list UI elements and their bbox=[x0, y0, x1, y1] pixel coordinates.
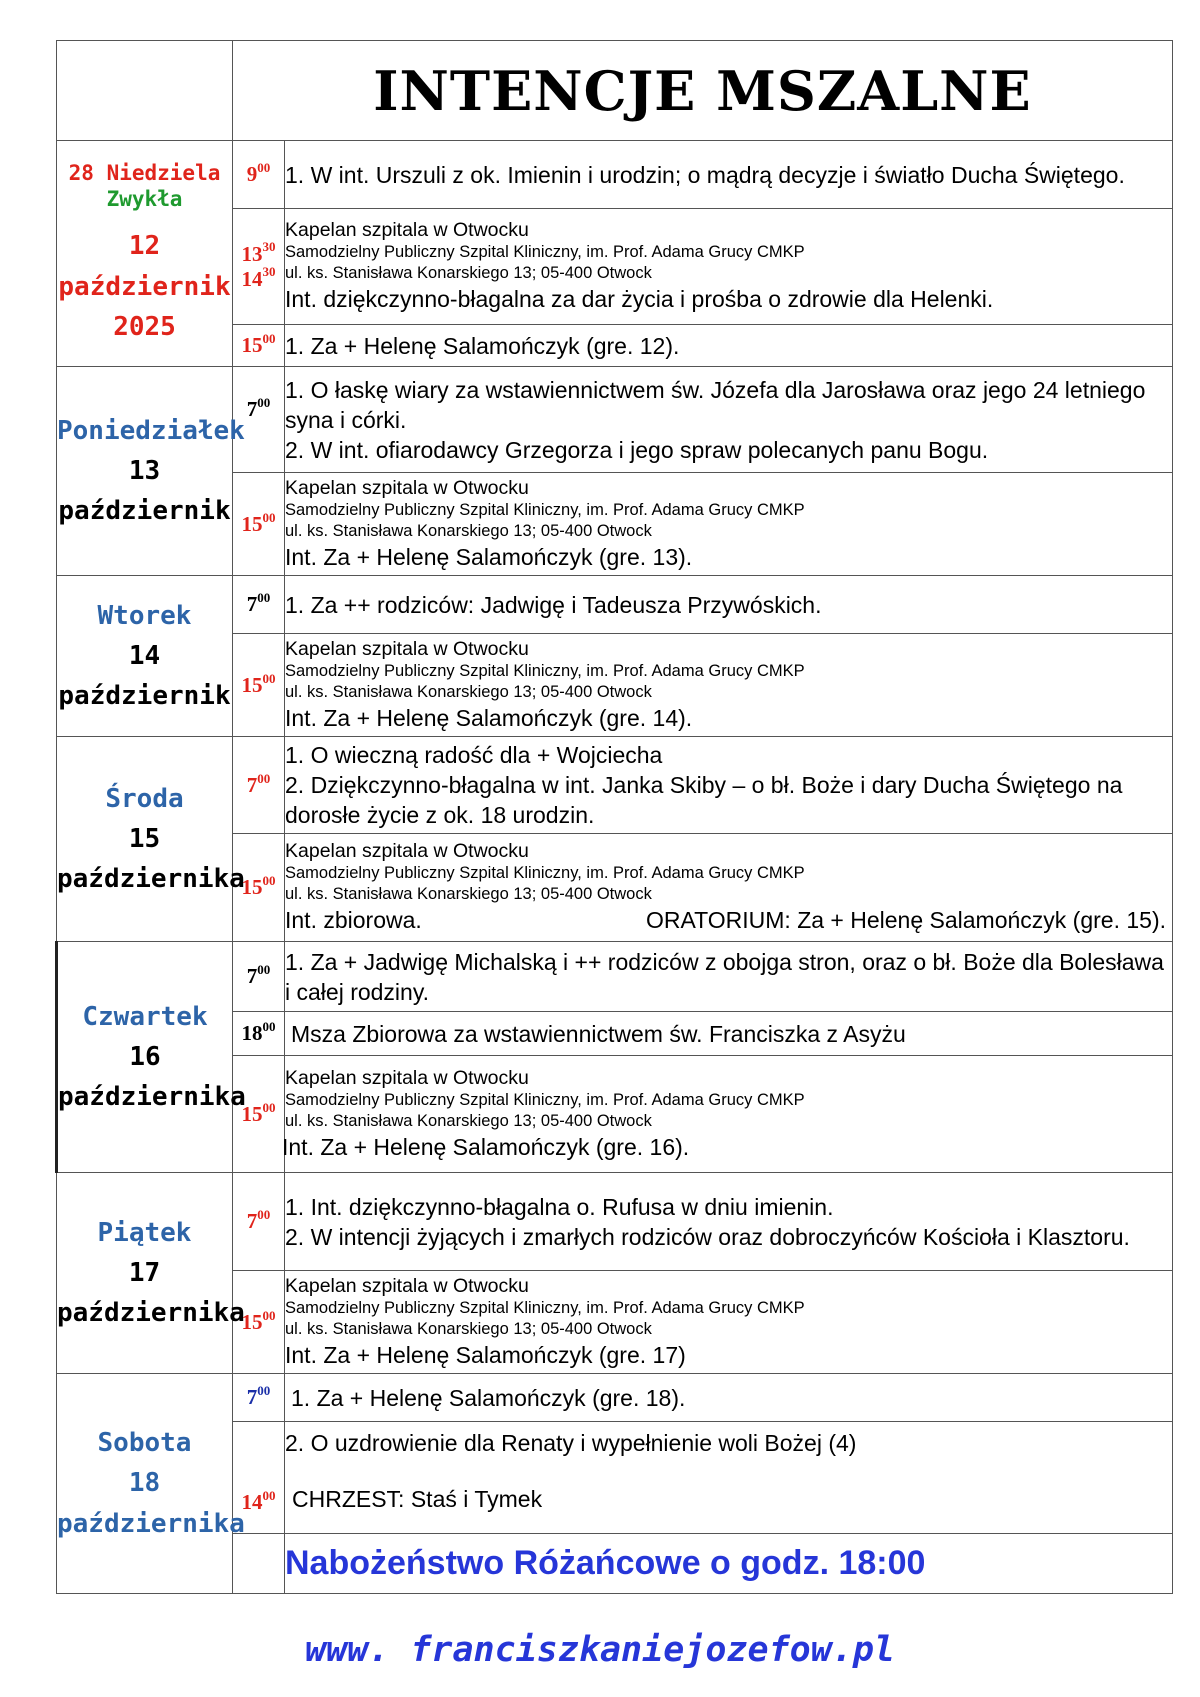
intention-text: Int. Za + Helenę Salamończyk (gre. 17) bbox=[285, 1341, 686, 1368]
chaplain-block bbox=[285, 209, 1173, 325]
day-name: Wtorek bbox=[97, 600, 192, 631]
mass-time: $14^{00}$ bbox=[233, 1422, 285, 1534]
day-name: Czwartek bbox=[82, 1001, 208, 1032]
day-year: 2025 bbox=[113, 311, 176, 342]
day-number: 13 bbox=[128, 455, 161, 486]
day-number: 15 bbox=[128, 823, 161, 854]
chaplain-block bbox=[282, 1056, 1173, 1173]
hospital-name: Samodzielny Publiczny Szpital Kliniczny, im. Prof. Adama Grucy CMKP bbox=[285, 500, 805, 519]
day-cell-wednesday bbox=[57, 737, 245, 942]
hospital-name: Samodzielny Publiczny Szpital Kliniczny, im. Prof. Adama Grucy CMKP bbox=[285, 243, 805, 261]
mass-time: $18^{00}$ bbox=[233, 1012, 285, 1056]
hospital-name: Samodzielny Publiczny Szpital Kliniczny, im. Prof. Adama Grucy CMKP bbox=[285, 661, 805, 680]
hospital-name: Samodzielny Publiczny Szpital Kliniczny, im. Prof. Adama Grucy CMKP bbox=[285, 864, 805, 882]
mass-time: $15^{00}$ bbox=[233, 473, 285, 576]
day-month: października bbox=[57, 1298, 245, 1329]
hospital-name: Samodzielny Publiczny Szpital Kliniczny, im. Prof. Adama Grucy CMKP bbox=[285, 1090, 805, 1109]
intention-text: Int. Za + Helenę Salamończyk (gre. 13). bbox=[285, 543, 693, 570]
day-number: 18 bbox=[128, 1468, 161, 1499]
mass-time: $15^{00}$ bbox=[233, 1271, 285, 1374]
mass-time: $9^{00}$ bbox=[233, 141, 285, 209]
mass-time: $7^{00}$ bbox=[233, 367, 285, 473]
mass-time: $7^{00}$ bbox=[233, 942, 285, 1012]
page-title: INTENCJE MSZALNE bbox=[233, 41, 1173, 141]
day-name: Poniedziałek bbox=[57, 415, 245, 446]
intention-text: Int. Za + Helenę Salamończyk (gre. 14). bbox=[285, 704, 693, 731]
mass-time: $15^{00}$ bbox=[233, 634, 285, 737]
mass-time: $7^{00}$ bbox=[233, 1374, 285, 1422]
hospital-address: ul. ks. Stanisława Konarskiego 13; 05-400 Otwock bbox=[285, 1111, 652, 1130]
chaplain-block bbox=[285, 834, 1173, 942]
day-cell-monday bbox=[57, 367, 245, 576]
day-name: Środa bbox=[105, 783, 184, 814]
intentions-table bbox=[55, 40, 1173, 1594]
intention-text: 2. O uzdrowienie dla Renaty i wypełnienie woli Bożej (4) CHRZEST: Staś i Tymek bbox=[285, 1422, 1173, 1534]
hospital-address: ul. ks. Stanisława Konarskiego 13; 05-400 Otwock bbox=[285, 264, 652, 282]
day-number: 16 bbox=[129, 1041, 161, 1072]
chaplain-title: Kapelan szpitala w Otwocku bbox=[285, 1066, 529, 1089]
mass-time: $15^{00}$ bbox=[233, 325, 285, 367]
intention-text: 1. Za ++ rodziców: Jadwigę i Tadeusza Przywóskich. bbox=[285, 576, 1173, 634]
mass-time: $7^{00}$ bbox=[233, 576, 285, 634]
oratorium-text: ORATORIUM: Za + Helenę Salamończyk (gre. 15). bbox=[645, 907, 1166, 933]
hospital-address: ul. ks. Stanisława Konarskiego 13; 05-400 Otwock bbox=[285, 521, 652, 540]
empty-time-cell bbox=[233, 1534, 285, 1594]
day-cell-thursday bbox=[57, 942, 246, 1173]
corner-cell bbox=[57, 41, 233, 141]
day-month: październik bbox=[58, 496, 231, 527]
day-month: październik bbox=[58, 271, 231, 302]
hospital-address: ul. ks. Stanisława Konarskiego 13; 05-400 Otwock bbox=[285, 682, 652, 701]
day-subname: Zwykła bbox=[106, 187, 183, 212]
intention-text: 1. Za + Jadwigę Michalską i ++ rodziców z obojga stron, oraz o bł. Boże dla Bolesława i całej rodziny. bbox=[285, 942, 1173, 1012]
hospital-address: ul. ks. Stanisława Konarskiego 13; 05-400 Otwock bbox=[285, 1319, 652, 1338]
chaplain-title: Kapelan szpitala w Otwocku bbox=[285, 840, 529, 862]
day-month: października bbox=[58, 1082, 246, 1113]
day-month: października bbox=[57, 1508, 245, 1539]
chaplain-title: Kapelan szpitala w Otwocku bbox=[285, 1274, 529, 1297]
day-month: października bbox=[57, 864, 245, 895]
mass-time: $7^{00}$ bbox=[233, 737, 285, 834]
hospital-address: ul. ks. Stanisława Konarskiego 13; 05-400 Otwock bbox=[285, 885, 652, 903]
mass-time: $7^{00}$ bbox=[233, 1173, 285, 1271]
day-cell-tuesday bbox=[57, 576, 233, 737]
intention-row bbox=[285, 905, 1172, 935]
website-link[interactable]: www. franciszkaniejozefow.pl bbox=[304, 1630, 895, 1670]
chaplain-title: Kapelan szpitala w Otwocku bbox=[285, 637, 529, 660]
chaplain-title: Kapelan szpitala w Otwocku bbox=[285, 219, 529, 241]
chaplain-block bbox=[285, 634, 1173, 737]
day-number: 17 bbox=[128, 1257, 161, 1288]
day-number: 12 bbox=[128, 231, 161, 262]
intention-text: 1. O łaskę wiary za wstawiennictwem św. Józefa dla Jarosława oraz jego 24 letniego syna i córki. 2. W int. ofiarodawcy Grzegorza i jego spraw polecanych panu Bogu. bbox=[285, 367, 1173, 473]
day-month: październik bbox=[58, 681, 231, 712]
day-number: 14 bbox=[128, 640, 161, 671]
intention-text: Int. dziękczynno-błagalna za dar życia i prośba o zdrowie dla Helenki. bbox=[285, 286, 994, 312]
intention-text: Msza Zbiorowa za wstawiennictwem św. Franciszka z Asyżu bbox=[285, 1012, 1173, 1056]
day-cell-saturday bbox=[57, 1374, 245, 1594]
intention-text: 1. O wieczną radość dla + Wojciecha 2. Dziękczynno-błagalna w int. Janka Skiby – o bł. Boże i dary Ducha Świętego na dorosłe życie z ok. 18 urodzin. bbox=[285, 737, 1173, 834]
intention-text: 1. Int. dziękczynno-błagalna o. Rufusa w dniu imienin. 2. W intencji żyjących i zmarłych rodziców oraz dobroczyńców Kościoła i Klasztoru. bbox=[285, 1173, 1173, 1271]
hospital-name: Samodzielny Publiczny Szpital Kliniczny, im. Prof. Adama Grucy CMKP bbox=[285, 1298, 805, 1317]
chaplain-block bbox=[285, 1271, 1173, 1374]
intention-text: 1. W int. Urszuli z ok. Imienin i urodzin; o mądrą decyzje i światło Ducha Świętego. bbox=[285, 141, 1173, 209]
mass-time: $15^{00}$ bbox=[233, 1056, 285, 1173]
chaplain-title: Kapelan szpitala w Otwocku bbox=[285, 476, 529, 499]
day-name: 28 Niedziela bbox=[68, 160, 221, 185]
mass-time: $13^{30}$ $14^{30}$ bbox=[233, 209, 285, 325]
intentions-sheet bbox=[55, 40, 1173, 1617]
day-name: Piątek bbox=[97, 1217, 192, 1248]
mass-time: $15^{00}$ bbox=[233, 834, 285, 942]
day-name: Sobota bbox=[97, 1428, 192, 1459]
rosary-notice: Nabożeństwo Różańcowe o godz. 18:00 bbox=[285, 1534, 1173, 1594]
chaplain-block bbox=[285, 473, 1173, 576]
intention-text: Int. Za + Helenę Salamończyk (gre. 16). bbox=[282, 1133, 690, 1160]
intention-text: Int. zbiorowa. bbox=[285, 907, 422, 933]
day-cell-friday bbox=[57, 1173, 245, 1374]
intention-text: 1. Za + Helenę Salamończyk (gre. 18). bbox=[285, 1374, 1173, 1422]
day-cell-sunday bbox=[57, 141, 233, 367]
intention-text: 1. Za + Helenę Salamończyk (gre. 12). bbox=[285, 325, 1173, 367]
